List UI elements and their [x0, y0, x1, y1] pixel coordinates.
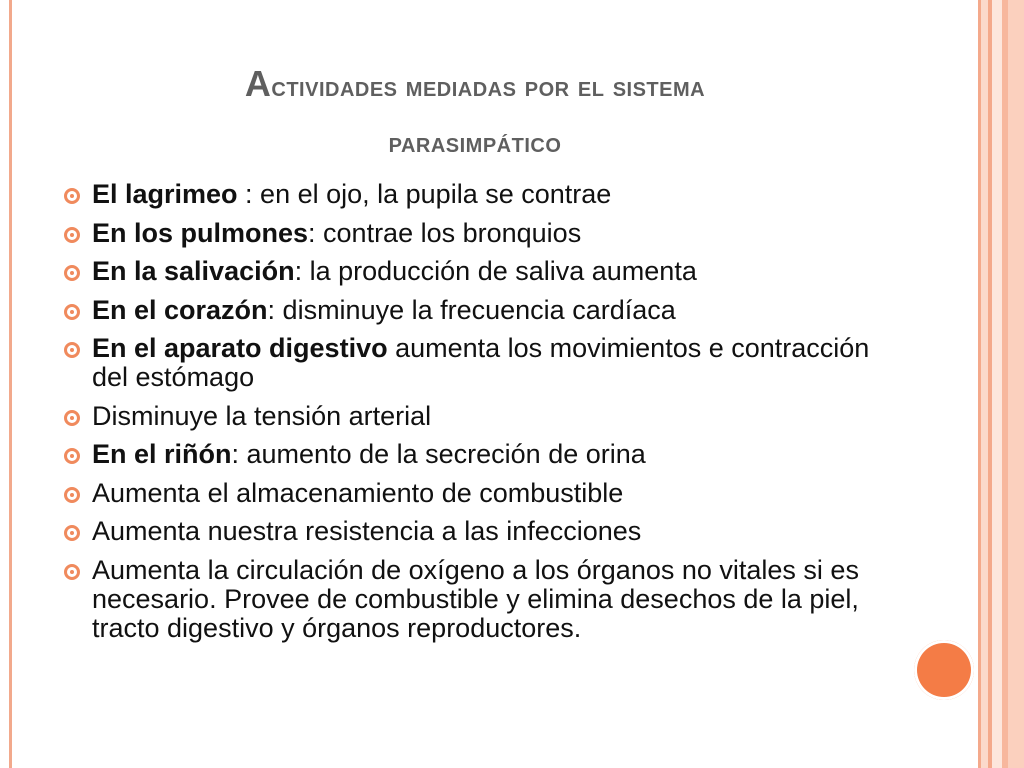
- bullet-icon: [64, 448, 80, 464]
- title-line-2: parasimpático: [388, 127, 562, 158]
- list-item: [64, 334, 894, 392]
- bullet-text: Aumenta nuestra resistencia a las infecciones: [92, 516, 642, 546]
- slide-title: [60, 56, 890, 171]
- bullet-text: : aumento de la secreción de orina: [231, 439, 646, 469]
- bullet-bold-text: En los pulmones: [92, 217, 309, 248]
- bullet-bold-text: En la salivación: [92, 256, 295, 286]
- title-first-letter: A: [244, 63, 272, 104]
- bullet-text: Disminuye la tensión arterial: [92, 400, 432, 431]
- list-item: [64, 517, 894, 546]
- bullet-icon: [64, 410, 80, 426]
- right-decorative-stripes: [978, 0, 1024, 768]
- list-item: [64, 219, 894, 248]
- list-item: [64, 479, 894, 508]
- bullet-text: : la producción de saliva aumenta: [294, 256, 697, 286]
- list-item: [64, 180, 894, 209]
- bullet-text: Aumenta la circulación de oxígeno a los órganos no vitales si es necesario. Provee de combustible y elimina desechos de la piel, tracto digestivo y órganos reproductores.: [92, 554, 859, 643]
- bullet-icon: [64, 525, 80, 541]
- bullet-icon: [64, 487, 80, 503]
- list-item: [64, 257, 894, 286]
- bullet-text: : disminuye la frecuencia cardíaca: [267, 294, 676, 325]
- list-item: [64, 440, 894, 469]
- list-item: [64, 296, 894, 325]
- list-item: [64, 402, 894, 431]
- stripe: [1008, 0, 1024, 768]
- bullet-text: : en el ojo, la pupila se contrae: [237, 179, 612, 209]
- bullet-icon: [64, 188, 80, 204]
- bullet-text: : contrae los bronquios: [308, 217, 582, 248]
- bullet-icon: [64, 227, 80, 243]
- stripe: [981, 0, 988, 768]
- bullet-bold-text: El lagrimeo: [92, 179, 238, 209]
- stripe: [992, 0, 1002, 768]
- bullet-list: [64, 180, 894, 652]
- left-frame-line: [9, 0, 12, 768]
- title-line-1-text: ctividades mediadas por el sistema: [271, 71, 706, 102]
- bullet-text: Aumenta el almacenamiento de combustible: [92, 477, 624, 508]
- bullet-icon: [64, 342, 80, 358]
- bullet-icon: [64, 304, 80, 320]
- orange-circle-decoration-icon: [914, 640, 974, 700]
- bullet-bold-text: En el corazón: [92, 294, 268, 325]
- bullet-bold-text: En el riñón: [92, 439, 232, 469]
- title-line-1: [60, 56, 890, 115]
- bullet-bold-text: En el aparato digestivo: [92, 333, 388, 363]
- bullet-text: aumenta los movimientos e contracción del estómago: [92, 333, 870, 392]
- bullet-icon: [64, 265, 80, 281]
- list-item: [64, 556, 894, 643]
- bullet-icon: [64, 564, 80, 580]
